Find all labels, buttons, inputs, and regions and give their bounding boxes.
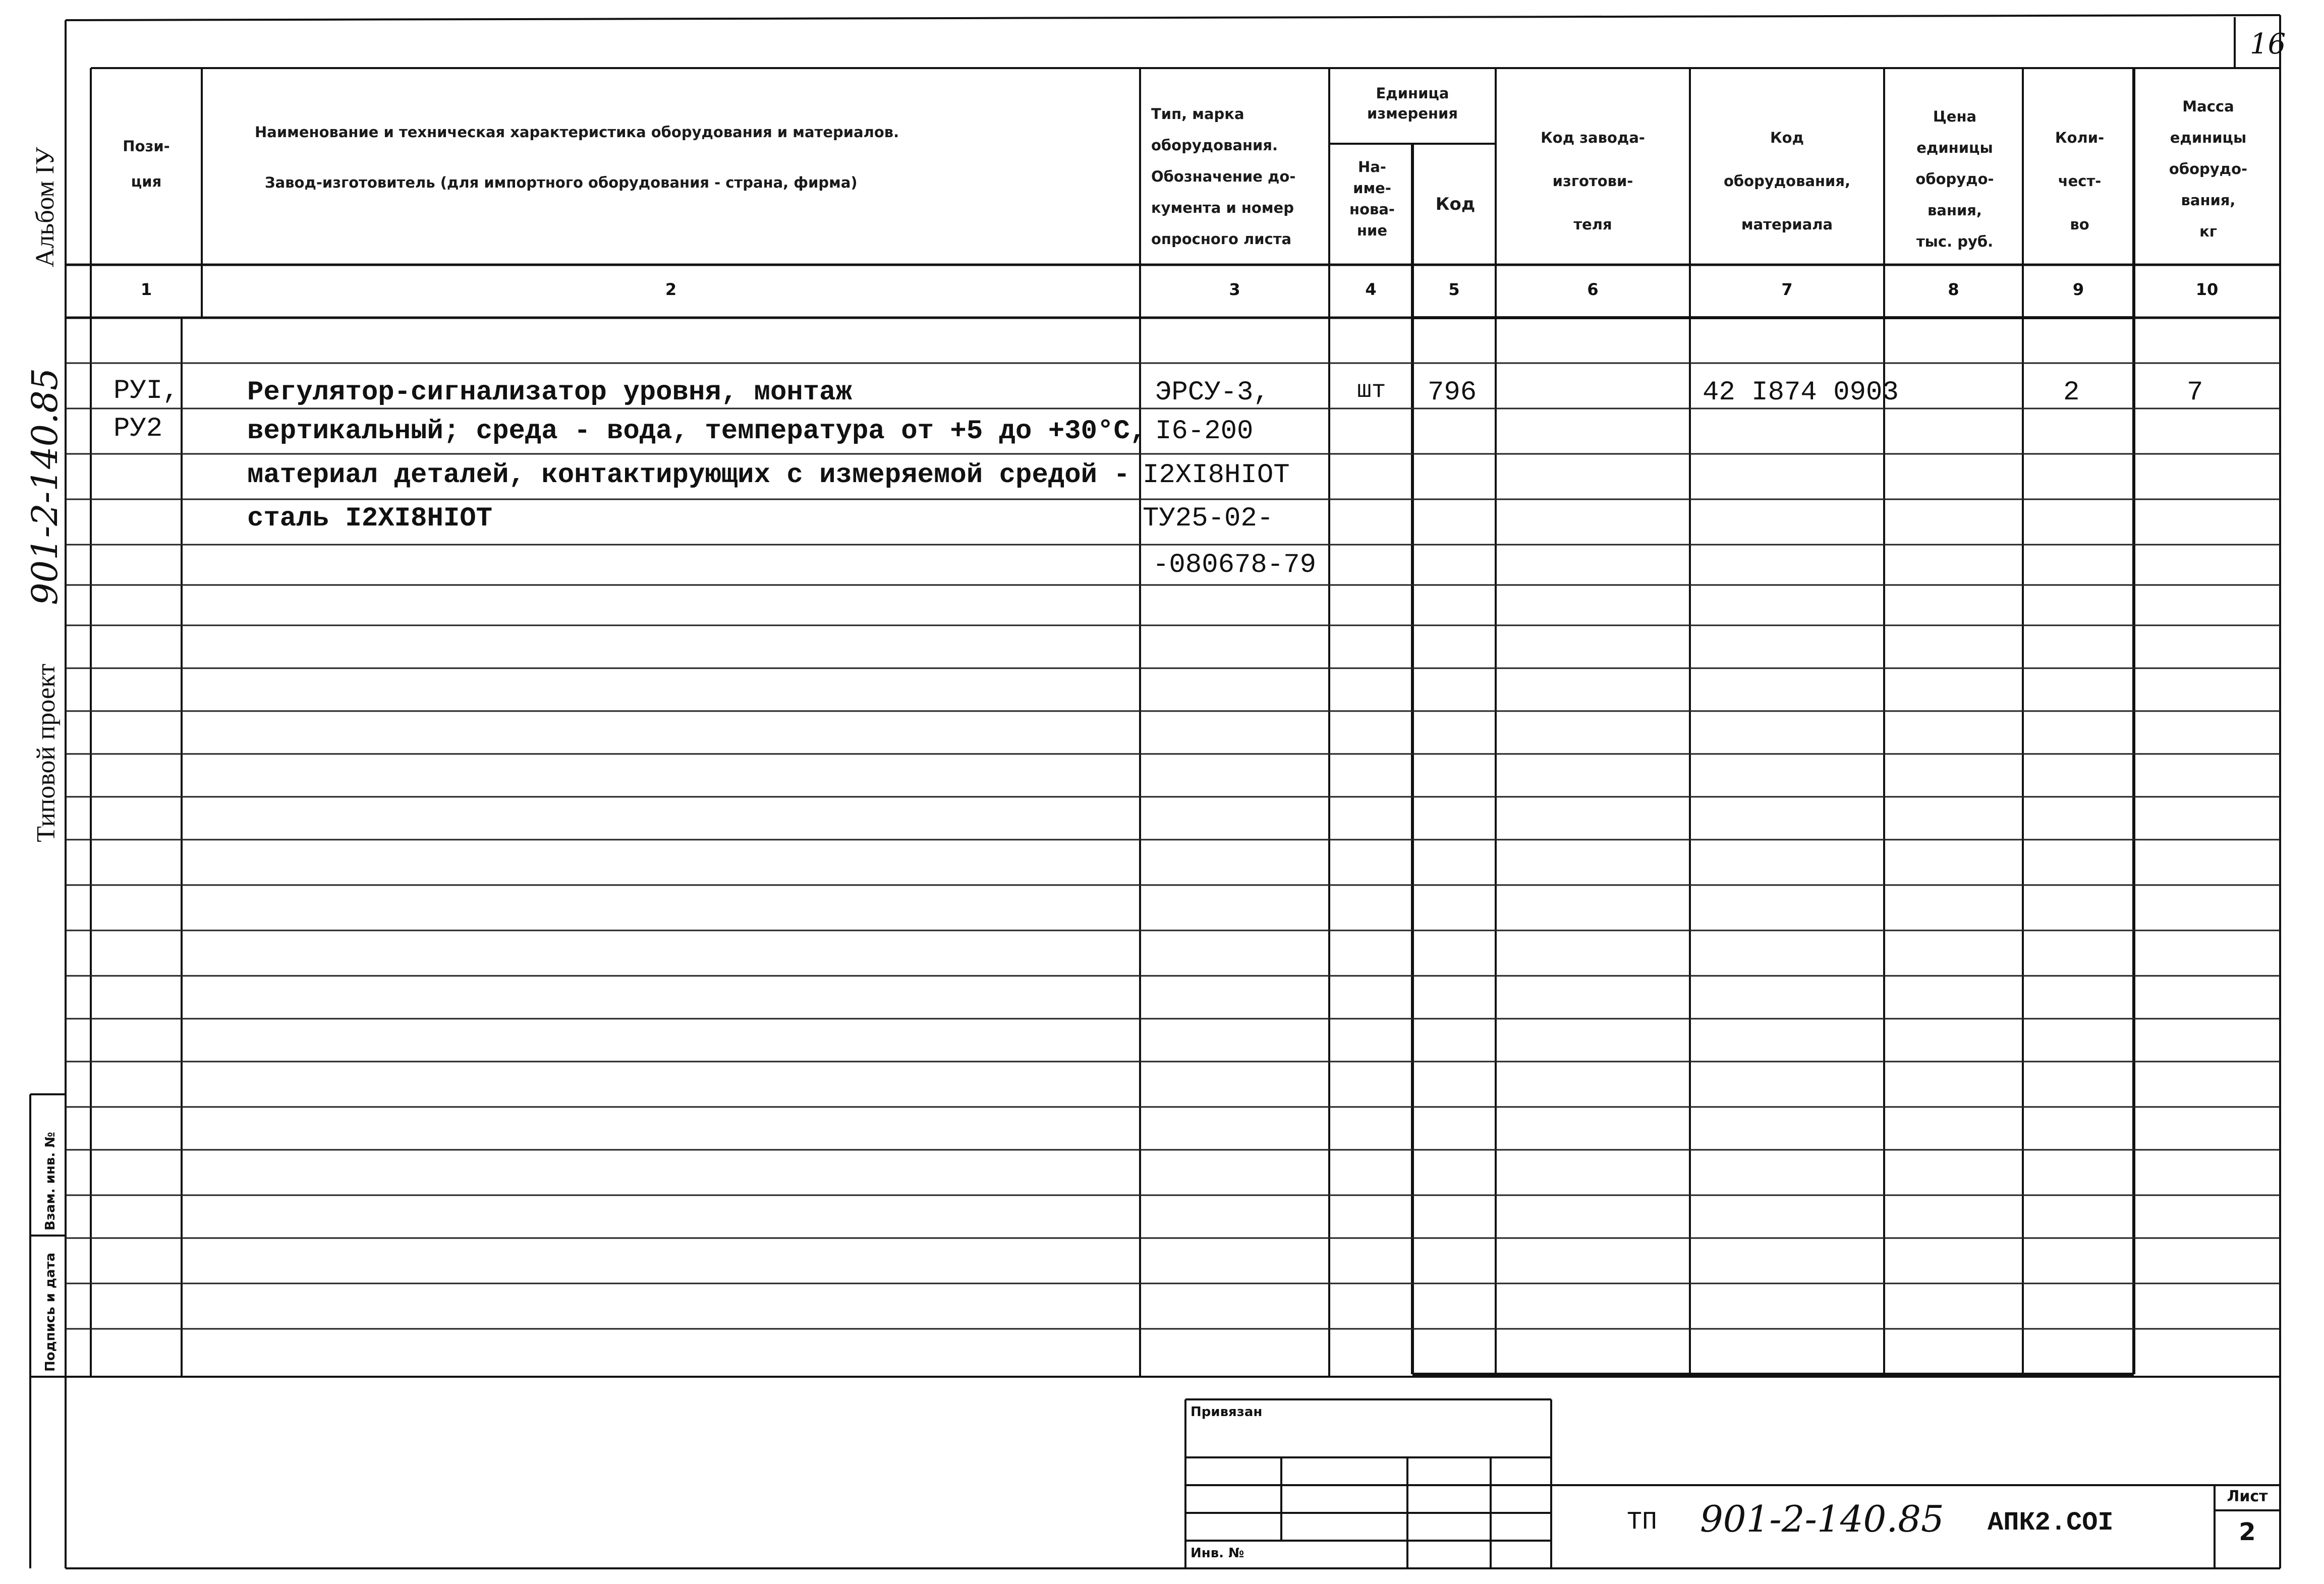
header-qty-l3: во (2070, 216, 2089, 233)
colnum-2: 2 (665, 280, 677, 299)
row-mass: 7 (2187, 377, 2203, 408)
header-type-line3: Обозначение до- (1151, 168, 1296, 185)
header-qty-l2: чест- (2058, 172, 2102, 190)
header-factory-code (1498, 116, 1687, 246)
row-unit-code: 796 (1428, 377, 1477, 408)
header-name-line2: Завод-изготовитель (для импортного оборудования - страна, фирма) (265, 174, 858, 191)
colnum-6: 6 (1587, 280, 1599, 299)
colnum-9: 9 (2072, 280, 2084, 299)
header-type-line5: опросного листа (1151, 230, 1292, 248)
row-description-line3: материал деталей, контактирующих с измеряемой средой - (247, 460, 1130, 491)
colnum-10: 10 (2195, 280, 2219, 299)
header-position (96, 129, 197, 199)
header-type-doc (1151, 98, 1295, 255)
row-position-1: РУI, (114, 376, 179, 406)
row-description-line1: Регулятор-сигнализатор уровня, монтаж (247, 377, 852, 408)
header-type-line1: Тип, марка (1151, 105, 1244, 123)
stamp-sheet-label: Лист (2227, 1488, 2268, 1505)
corner-sheet-number: 16 (2250, 28, 2286, 61)
colnum-4: 4 (1365, 280, 1377, 299)
row-equipment-code: 42 I874 0903 (1703, 377, 1899, 408)
header-price-l4: вания, (1928, 202, 1982, 219)
row-description-line2: вертикальный; среда - вода, температура от +5 до +30°С, (247, 416, 1147, 447)
stamp-sheet-number: 2 (2239, 1518, 2256, 1546)
header-mass-l3: оборудо- (2169, 160, 2248, 178)
header-mass-l5: кг (2199, 223, 2217, 240)
header-price (1887, 101, 2023, 257)
side-project-number: 901-2-140.85 (24, 368, 66, 605)
header-quantity (2025, 116, 2134, 246)
header-mass (2136, 91, 2280, 247)
stamp-tp-label: ТП (1627, 1508, 1658, 1537)
side-project-type: Типовой проект (32, 664, 61, 842)
header-position-line1: Пози- (123, 138, 170, 155)
colnum-8: 8 (1948, 280, 1959, 299)
header-price-l1: Цена (1933, 108, 1977, 125)
header-unit-group (1332, 83, 1493, 124)
header-price-l5: тыс. руб. (1916, 233, 1994, 250)
stamp-privyazan: Привязан (1191, 1404, 1263, 1420)
header-position-line2: ция (131, 173, 162, 190)
row-type-line5: -080678-79 (1153, 550, 1317, 580)
header-unit-name-l1: На- (1358, 158, 1386, 175)
header-name-line1: Наименование и техническая характеристика оборудования и материалов. (255, 124, 899, 141)
row-quantity: 2 (2063, 377, 2080, 408)
side-album-label: Альбом IУ (31, 147, 60, 267)
colnum-3: 3 (1229, 280, 1240, 299)
header-equip-l3: материала (1741, 216, 1833, 233)
colnum-7: 7 (1781, 280, 1793, 299)
colnum-1: 1 (140, 280, 152, 299)
header-mass-l1: Масса (2182, 98, 2234, 115)
row-position-2: РУ2 (114, 414, 163, 444)
header-unit-code: Код (1435, 194, 1476, 214)
header-unit-line2: измерения (1367, 105, 1458, 122)
header-equipment-code (1692, 116, 1882, 246)
header-factory-l3: теля (1573, 216, 1612, 233)
header-factory-l1: Код завода- (1541, 129, 1645, 146)
row-type-line4: ТУ25-02- (1143, 503, 1274, 534)
header-type-line2: оборудования. (1151, 137, 1278, 154)
row-type-line2: I6-200 (1155, 416, 1254, 447)
row-type-line1: ЭРСУ-3, (1155, 377, 1270, 408)
header-mass-l4: вания, (2181, 192, 2236, 209)
stamp-doc-code: АПК2.COI (1988, 1508, 2114, 1538)
header-factory-l2: изготови- (1552, 172, 1633, 190)
stamp-doc-number: 901-2-140.85 (1700, 1498, 1944, 1540)
row-type-line3: I2XI8HIOT (1143, 460, 1290, 491)
header-price-l2: единицы (1916, 139, 1993, 156)
header-unit-name-l3: нова- (1349, 201, 1395, 218)
header-unit-name-l4: ние (1356, 222, 1388, 239)
header-qty-l1: Коли- (2055, 129, 2105, 146)
stamp-podpis-data: Подпись и дата (43, 1252, 58, 1372)
header-price-l3: оборудо- (1915, 170, 1994, 188)
header-mass-l2: единицы (2170, 129, 2247, 146)
header-equip-l1: Код (1770, 129, 1804, 146)
stamp-vzam-inv: Взам. инв. № (43, 1132, 58, 1230)
header-equip-l2: оборудования, (1723, 172, 1851, 190)
row-description-line4: сталь I2XI8HIOT (247, 503, 493, 534)
colnum-5: 5 (1448, 280, 1460, 299)
header-unit-name (1332, 156, 1412, 241)
stamp-inv-no: Инв. № (1191, 1546, 1244, 1561)
header-unit-line1: Единица (1376, 85, 1449, 102)
header-unit-name-l2: име- (1353, 180, 1391, 197)
header-type-line4: кумента и номер (1151, 199, 1294, 216)
row-unit-name: шт (1357, 377, 1386, 404)
